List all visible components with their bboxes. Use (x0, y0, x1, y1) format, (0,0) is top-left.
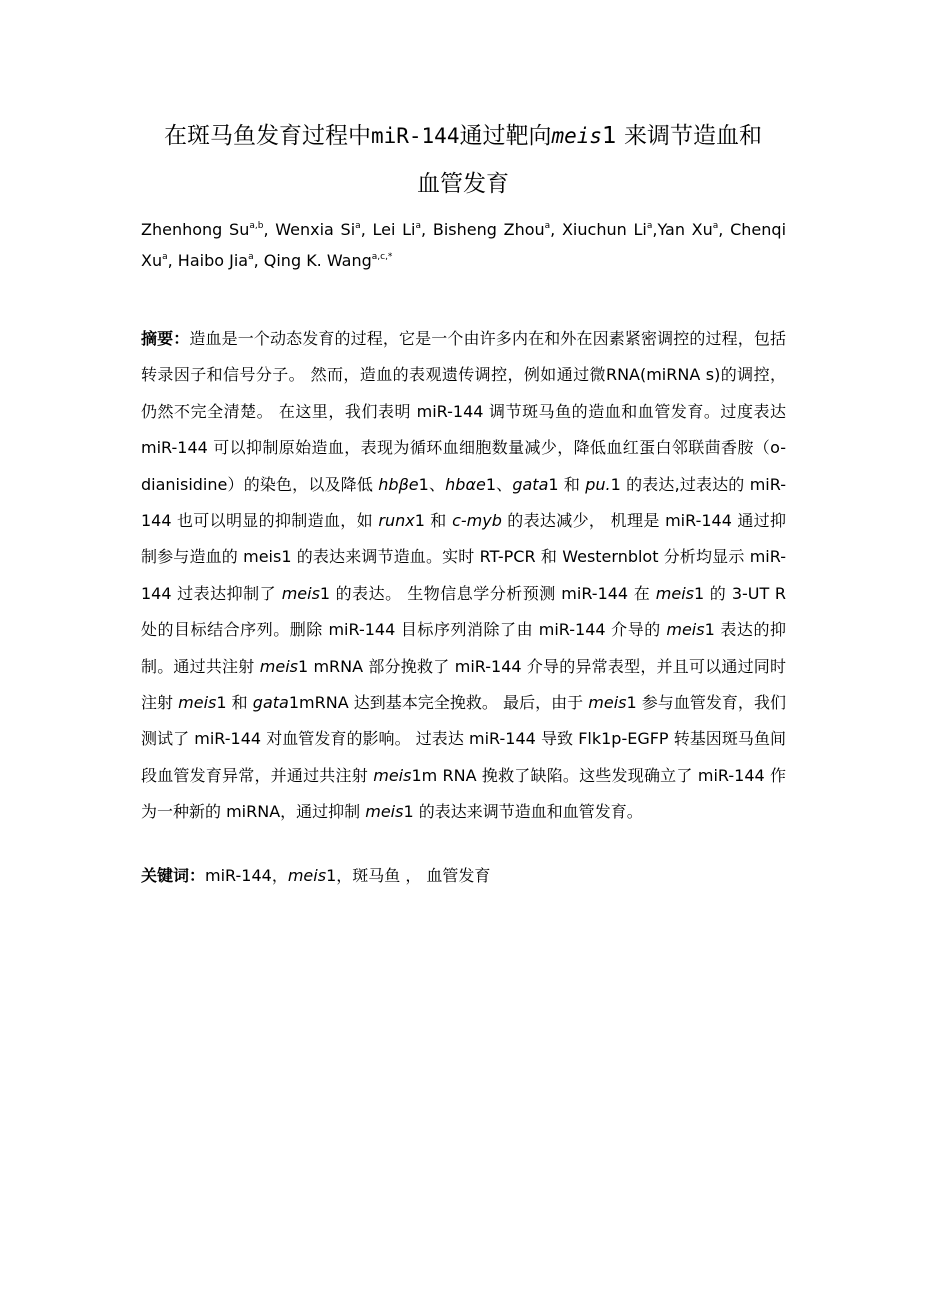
abstract-text: 造血是一个动态发育的过程，它是一个由许多内在和外在因素紧密调控的过程，包括转录因子和信号分子。 然而，造血的表观遗传调控，例如通过微RNA(miRNA s)的调控，仍然不完全清楚。 在这里，我们表明 miR-144 调节斑马鱼的造血和血管发育。过度表达 miR-144 可以抑制原始造血，表现为循环血细胞数量减少，降低血红蛋白邻联茴香胺（o-dianisidine）的染色，以及降低 (141, 329, 786, 494)
abstract-italic-term: meis (178, 693, 217, 713)
author-name: Zhenhong Su (141, 220, 250, 239)
author-separator: , (253, 251, 264, 270)
author-name: Yan Xu (657, 220, 713, 239)
abstract-italic-term: meis (281, 583, 320, 603)
author-affiliation-mark: a,b (249, 221, 264, 231)
abstract-text: 1、 (418, 474, 446, 494)
abstract-text: 1 和 (414, 511, 453, 531)
abstract-text: 1 的 3-UT R 处的目标结合序列。删除 miR-144 目标序列消除了由 miR-144 介导的 (141, 583, 786, 640)
author-affiliation-mark: a (248, 252, 254, 262)
abstract-text: 1 的表达来调节造血和血管发育。 (403, 802, 643, 822)
author-name: Qing K. Wang (263, 251, 372, 270)
keyword-text: miR-144， (205, 866, 288, 885)
abstract-text: 1 和 (216, 693, 253, 713)
abstract-label: 摘要： (141, 329, 190, 348)
title-part-3: 1 来调节造血和 (602, 123, 763, 149)
author-affiliation-mark: a (544, 221, 551, 231)
author-separator: , (718, 220, 731, 239)
abstract-text: 1 的表达,过表达的 miR-144 也可以明显的抑制造血，如 (141, 474, 786, 531)
title-part-2: 通过靶向 (459, 123, 552, 149)
author-list (141, 214, 786, 276)
abstract-italic-term: hbβe (378, 474, 419, 494)
abstract-text: 1 参与血管发育，我们测试了 miR-144 对血管发育的影响。 过表达 miR-144 导致 Flk1p-EGFP 转基因斑马鱼间段血管发育异常，并通过共注射 (141, 693, 786, 785)
abstract-text: 的表达减少， 机理是 miR-144 通过抑制参与造血的 meis1 的表达来调节造血。实时 RT-PCR 和 Westernblot 分析均显示 miR-144 过表达抑制了 (141, 511, 786, 603)
author-name: Bisheng Zhou (432, 220, 545, 239)
abstract-text: 1 表达的抑制。通过共注射 (141, 620, 786, 676)
abstract-text: 1 mRNA 部分挽救了 miR-144 介导的异常表型，并且可以通过同时注射 (141, 656, 786, 713)
abstract-italic-term: meis (259, 656, 298, 676)
abstract-italic-term: gata (512, 474, 549, 494)
abstract-italic-term: runx (378, 511, 415, 531)
abstract-text: 1 和 (548, 474, 586, 494)
author-affiliation-mark: a,c,* (371, 252, 393, 262)
author-separator: , (652, 220, 658, 239)
abstract-italic-term: gata (252, 693, 289, 713)
abstract-paragraph (141, 321, 786, 831)
abstract-italic-term: meis (588, 693, 627, 713)
abstract-italic-term: c-myb (452, 511, 502, 531)
abstract-italic-term: pu. (585, 474, 611, 494)
author-separator: , (263, 220, 276, 239)
keywords-line (141, 864, 786, 888)
abstract-text: 1、 (485, 474, 513, 494)
abstract-italic-term: meis (666, 620, 705, 640)
author-name: Wenxia Si (275, 220, 356, 239)
keywords-label: 关键词： (141, 866, 206, 885)
author-separator: , (360, 220, 373, 239)
abstract-text: 1m RNA 挽救了缺陷。这些发现确立了 miR-144 作为一种新的 miRNA，通过抑制 (141, 765, 786, 822)
author-separator: , (421, 220, 433, 239)
author-separator: , (550, 220, 562, 239)
abstract-italic-term: meis (373, 765, 412, 785)
author-separator: , (167, 251, 178, 270)
author-affiliation-mark: a (646, 221, 653, 231)
author-name: Lei Li (372, 220, 416, 239)
paper-title-line-2: 血管发育 (417, 171, 509, 197)
paper-title (118, 122, 808, 150)
keyword-text: 1，斑马鱼 ， 血管发育 (326, 866, 491, 885)
author-affiliation-mark: a (162, 252, 168, 262)
author-affiliation-mark: a (415, 221, 422, 231)
keyword-italic-term: meis (287, 866, 327, 885)
abstract-italic-term: meis (655, 583, 694, 603)
abstract-text: 1 的表达。 生物信息学分析预测 miR-144 在 (319, 583, 656, 603)
title-gene: meis (551, 124, 603, 148)
abstract-italic-term: meis (365, 802, 404, 822)
title-part-1: 在斑马鱼发育过程中 (163, 123, 371, 149)
author-name: Haibo Jia (177, 251, 249, 270)
abstract-text: 1mRNA 达到基本完全挽救。 最后，由于 (288, 693, 589, 713)
title-mirna: miR-144 (370, 124, 460, 148)
author-affiliation-mark: a (355, 221, 361, 231)
author-name: Chenqi Xu (141, 220, 787, 270)
author-name: Xiuchun Li (561, 220, 647, 239)
abstract-italic-term: hbαe (445, 474, 486, 494)
author-affiliation-mark: a (712, 221, 719, 231)
